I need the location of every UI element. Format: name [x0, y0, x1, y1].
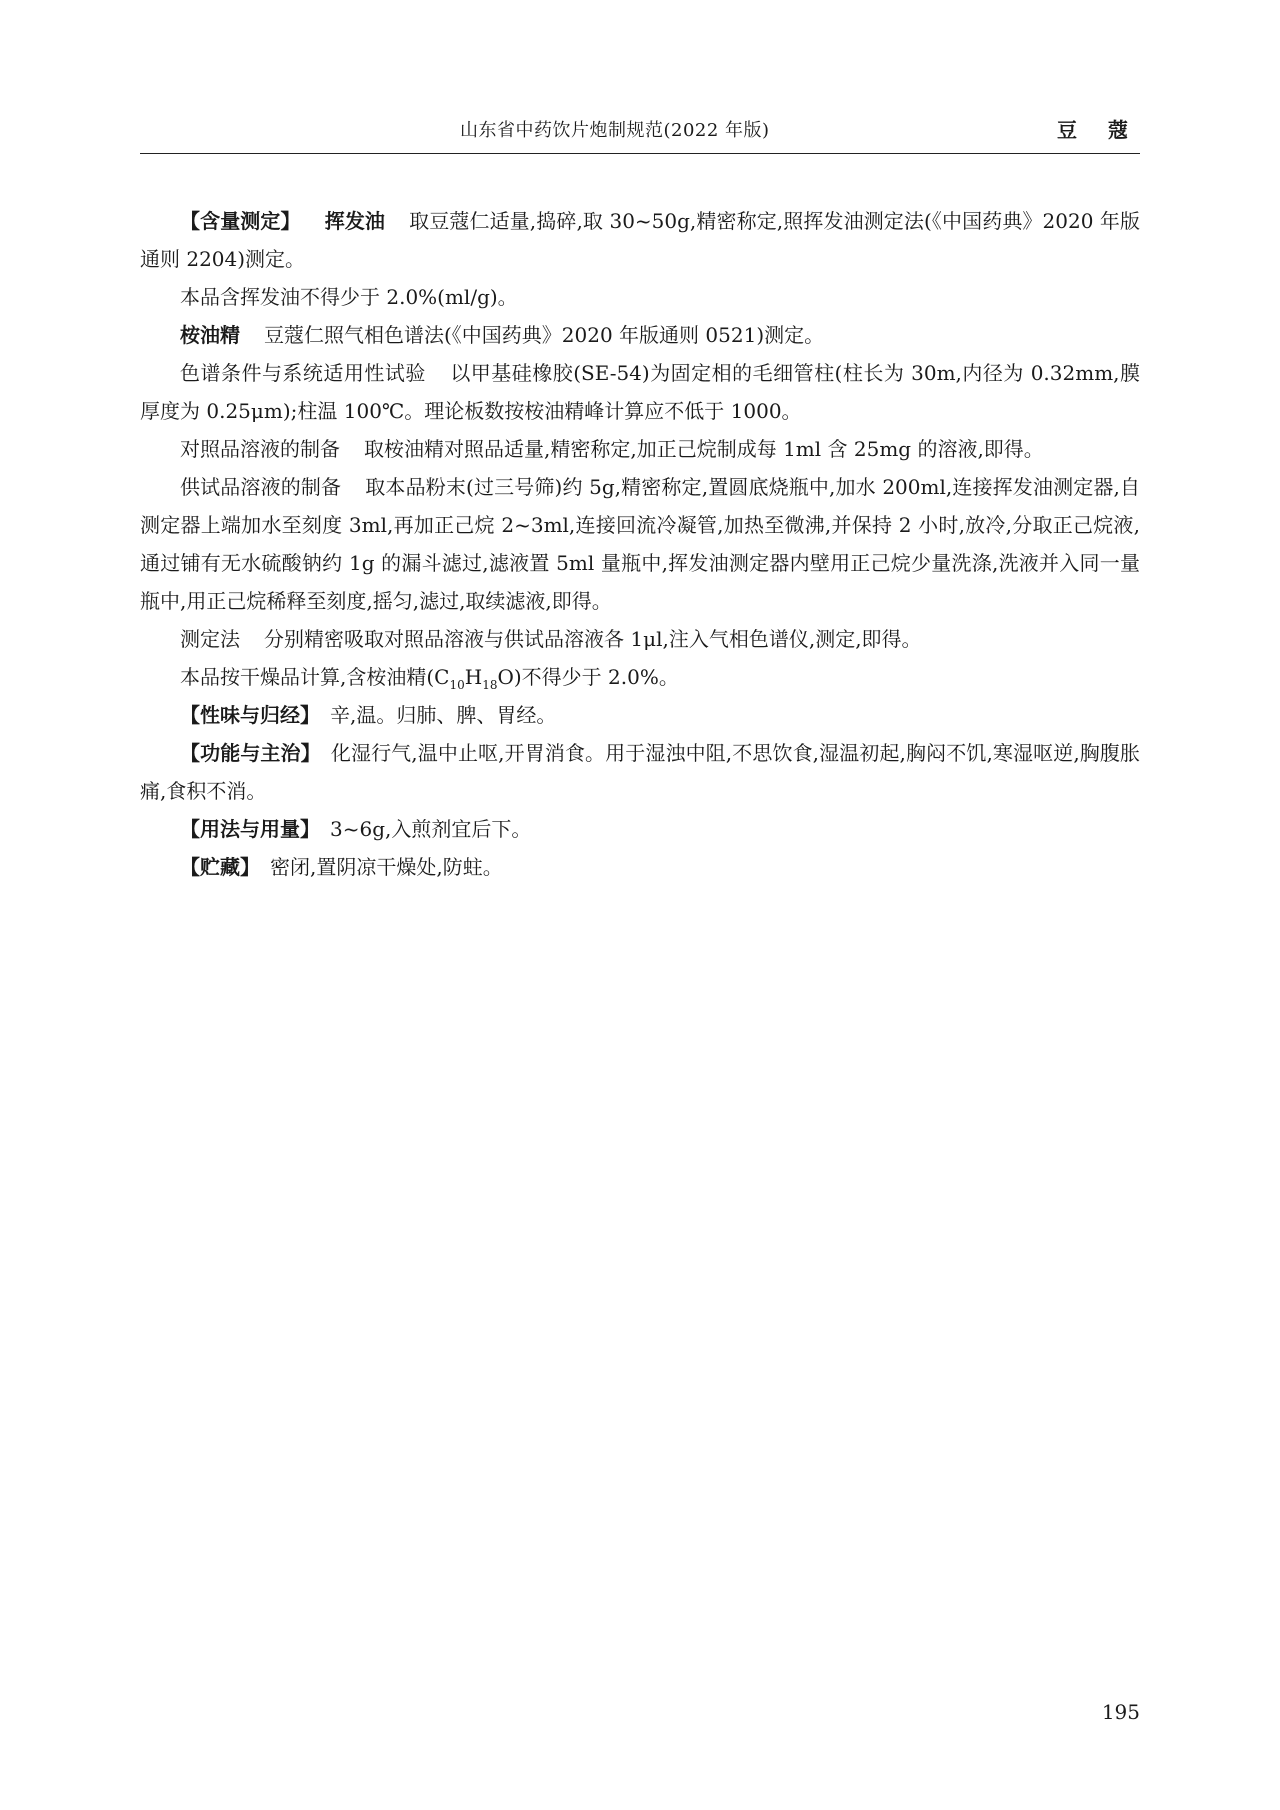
cineole-label: 桉油精: [180, 323, 240, 347]
paragraph-function: [140, 734, 1140, 810]
volatile-oil-label: 挥发油: [324, 209, 386, 233]
paragraph-storage: [140, 848, 1140, 886]
content-limit-suffix: O)不得少于 2.0%。: [497, 665, 679, 689]
function-heading: 【功能与主治】: [180, 741, 321, 765]
function-text: 化湿行气,温中止呕,开胃消食。用于湿浊中阻,不思饮食,湿温初起,胸闷不饥,寒湿呕逆,胸腹胀痛,食积不消。: [140, 741, 1140, 803]
paragraph-chromatography: [140, 354, 1140, 430]
dosage-text: 3~6g,入煎剂宜后下。: [330, 817, 532, 841]
nature-text: 辛,温。归肺、脾、胃经。: [330, 703, 557, 727]
storage-heading: 【贮藏】: [180, 855, 260, 879]
paragraph-cineole: [140, 316, 1140, 354]
formula-hydrogen: H: [464, 665, 483, 689]
paragraph-reference-solution: [140, 430, 1140, 468]
chromatography-text: 以甲基硅橡胶(SE-54)为固定相的毛细管柱(柱长为 30m,内径为 0.32mm,膜厚度为 0.25μm);柱温 100℃。理论板数按桉油精峰计算应不低于 1000。: [140, 361, 1141, 423]
storage-text: 密闭,置阴凉干燥处,防蛀。: [270, 855, 503, 879]
page-number: 195: [1101, 1700, 1140, 1724]
herb-name: 豆 蔻: [1057, 118, 1140, 142]
volatile-oil-text: 取豆蔻仁适量,捣碎,取 30~50g,精密称定,照挥发油测定法(《中国药典》2020 年版通则 2204)测定。: [140, 209, 1140, 271]
cineole-text: 豆蔻仁照气相色谱法(《中国药典》2020 年版通则 0521)测定。: [264, 323, 825, 347]
paragraph-sample-solution: [140, 468, 1140, 620]
paragraph-volatile-oil-limit: [140, 278, 1140, 316]
volatile-oil-limit: 本品含挥发油不得少于 2.0%(ml/g)。: [180, 285, 518, 309]
method-text: 分别精密吸取对照品溶液与供试品溶液各 1μl,注入气相色谱仪,测定,即得。: [264, 627, 922, 651]
method-label: 测定法: [180, 627, 240, 651]
content-limit-prefix: 本品按干燥品计算,含桉油精(C: [180, 665, 450, 689]
header-rule: [140, 153, 1140, 154]
paragraph-content-limit: [140, 658, 1140, 696]
reference-text: 取桉油精对照品适量,精密称定,加正己烷制成每 1ml 含 25mg 的溶液,即得。: [364, 437, 1044, 461]
sample-text: 取本品粉末(过三号筛)约 5g,精密称定,置圆底烧瓶中,加水 200ml,连接挥发油测定器,自测定器上端加水至刻度 3ml,再加正己烷 2~3ml,连接回流冷凝管,加热至微沸,并保持 2 小时,放冷,分取正己烷液,通过铺有无水硫酸钠约 1g 的漏斗滤过,滤液置 5ml 量瓶中,挥发油测定器内壁用正己烷少量洗涤,洗液并入同一量瓶中,用正己烷稀释至刻度,摇匀,滤过,取续滤液,即得。: [140, 475, 1141, 613]
paragraph-assay-volatile-oil: [140, 202, 1140, 278]
page-content: [140, 202, 1140, 886]
dosage-heading: 【用法与用量】: [180, 817, 320, 841]
paragraph-method: [140, 620, 1140, 658]
formula-subscript-10: 10: [449, 678, 465, 692]
sample-label: 供试品溶液的制备: [180, 475, 342, 499]
page-header: [140, 112, 1140, 152]
chromatography-label: 色谱条件与系统适用性试验: [180, 361, 426, 385]
paragraph-nature: [140, 696, 1140, 734]
reference-label: 对照品溶液的制备: [180, 437, 340, 461]
assay-heading: 【含量测定】: [180, 209, 301, 233]
nature-heading: 【性味与归经】: [180, 703, 320, 727]
paragraph-dosage: [140, 810, 1140, 848]
formula-subscript-18: 18: [482, 678, 498, 692]
book-title: 山东省中药饮片炮制规范(2022 年版): [460, 120, 770, 141]
